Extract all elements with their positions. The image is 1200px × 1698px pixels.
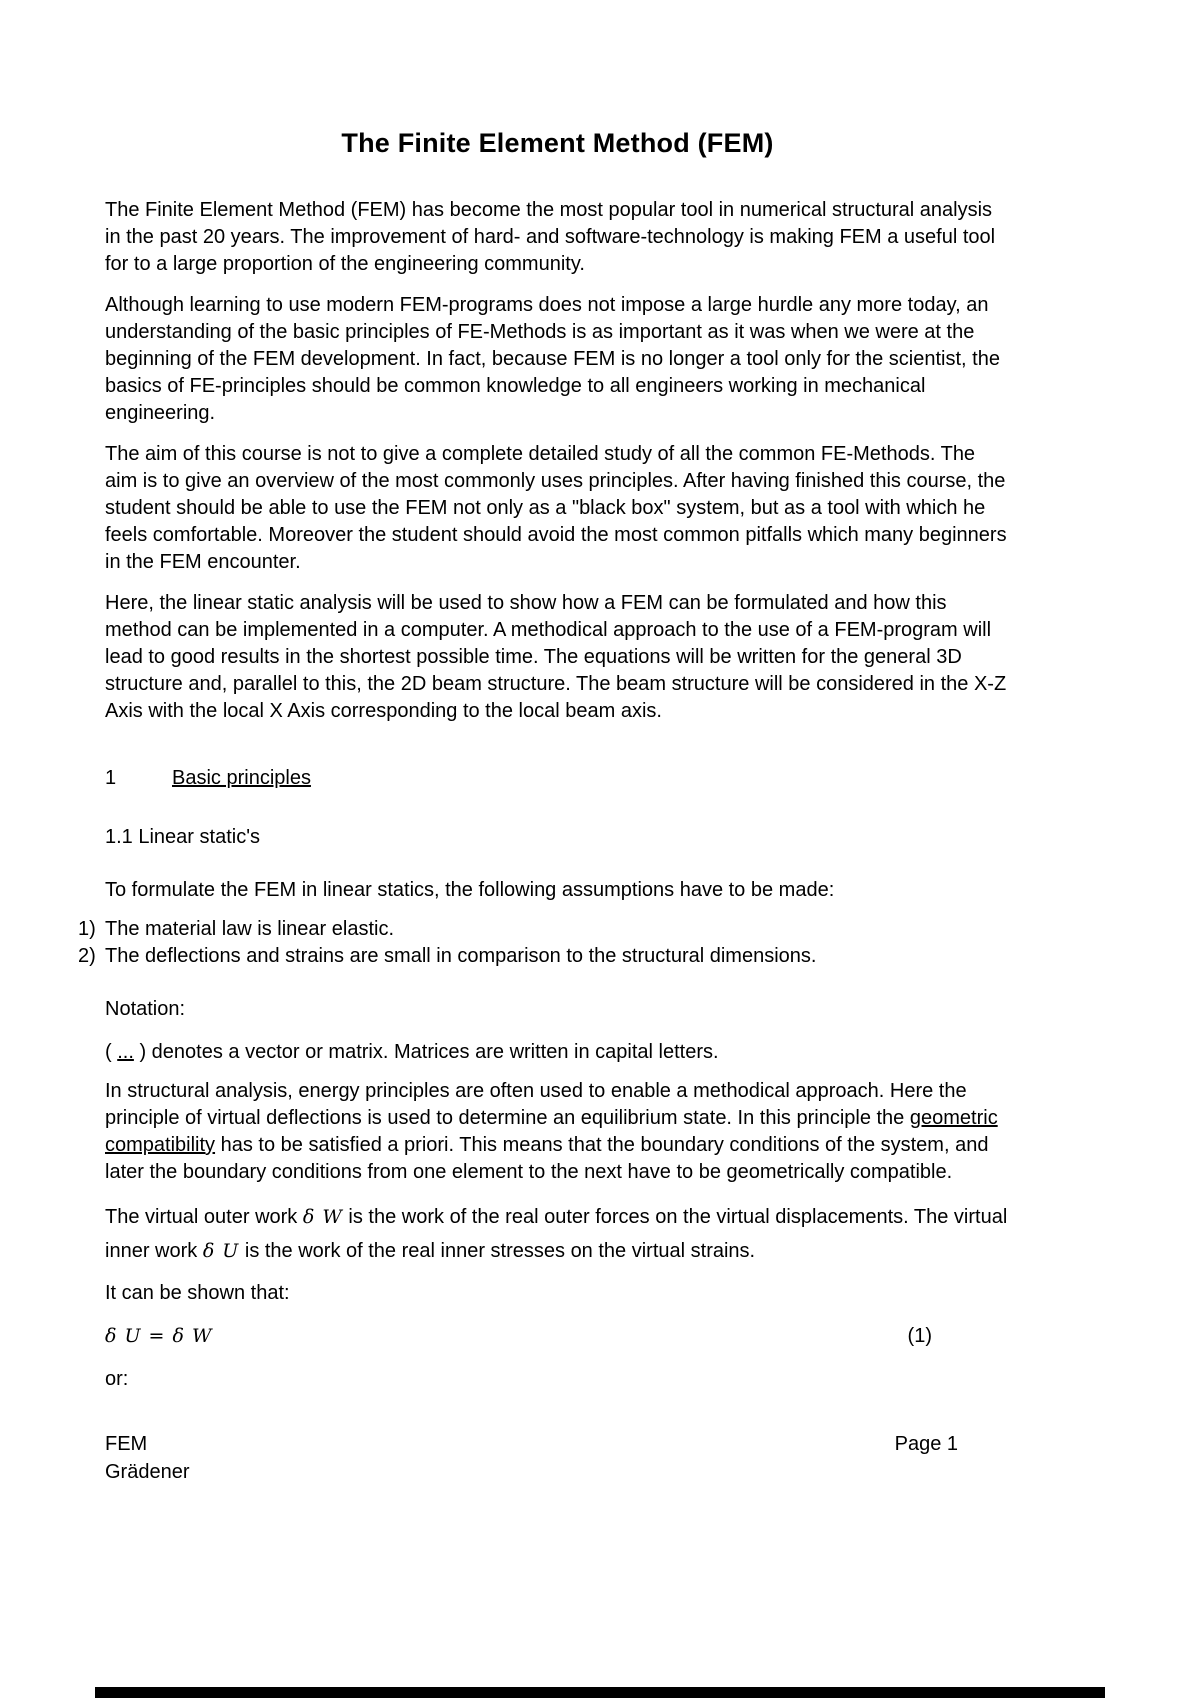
notation-rest: ) denotes a vector or matrix. Matrices are written in capital letters. bbox=[133, 1041, 719, 1063]
equation-number: (1) bbox=[907, 1325, 932, 1347]
list-item bbox=[78, 943, 1010, 970]
list-item-text: The deflections and strains are small in comparison to the structural dimensions. bbox=[105, 945, 817, 967]
math-delta-u: δ U bbox=[202, 1240, 240, 1262]
equation-formula: δ U = δ W bbox=[105, 1325, 213, 1347]
notation-line bbox=[105, 1039, 1010, 1066]
footer-page-number: Page 1 bbox=[894, 1433, 958, 1455]
paragraph-linear-static: Here, the linear static analysis will be used to show how a FEM can be formulated and how this method can be implemented in a computer. A methodical approach to the use of a FEM-program will lead to good results in the shortest possible time. The equations will be written for the general 3D structure and, parallel to this, the 2D beam structure. The beam structure will be considered in the X-Z Axis with the local X Axis corresponding to the local beam axis. bbox=[105, 592, 1007, 722]
paragraph-energy-principles bbox=[105, 1078, 1010, 1186]
principles-text-after: has to be satisfied a priori. This means that the boundary conditions of the system, and later the boundary conditions from one element to the next have to be geometrically compatible. bbox=[105, 1134, 989, 1183]
or-line: or: bbox=[105, 1368, 129, 1390]
subsection-heading-linear-statics: 1.1 Linear static's bbox=[105, 826, 261, 848]
list-item-marker: 2) bbox=[78, 945, 96, 967]
principles-text-before: In structural analysis, energy principles are often used to enable a methodical approach. Here the principle of virtual deflections is used to determine an equilibrium state. In this principle the bbox=[105, 1080, 967, 1129]
section-number: 1 bbox=[105, 767, 117, 789]
notation-label: Notation: bbox=[105, 998, 186, 1020]
assumptions-intro: To formulate the FEM in linear statics, the following assumptions have to be made: bbox=[105, 879, 835, 901]
virtual-work-text-2: is the work of the real outer forces on the virtual displacements. The virtual inner work bbox=[105, 1206, 1008, 1262]
shown-that-line: It can be shown that: bbox=[105, 1282, 290, 1304]
footer-doc-name: FEM bbox=[105, 1433, 148, 1455]
footer-left bbox=[105, 1430, 190, 1486]
assumptions-list bbox=[78, 916, 1015, 970]
bottom-border-bar bbox=[95, 1687, 1105, 1698]
virtual-work-text-3: is the work of the real inner stresses on the virtual strains. bbox=[239, 1240, 756, 1262]
equation-row bbox=[105, 1323, 1010, 1350]
paragraph-virtual-work bbox=[105, 1200, 1010, 1268]
paragraph-learning: Although learning to use modern FEM-programs does not impose a large hurdle any more today, an understanding of the basic principles of FE-Methods is as important as it was when we were at the beginning of the FEM development. In fact, because FEM is no longer a tool only for the scientist, the basics of FE-principles should be common knowledge to all engineers working in mechanical engineering. bbox=[105, 294, 1000, 424]
virtual-work-text-1: The virtual outer work bbox=[105, 1206, 303, 1228]
paragraph-course-aim: The aim of this course is not to give a complete detailed study of all the common FE-Methods. The aim is to give an overview of the most commonly uses principles. After having finished this course, the student should be able to use the FEM not only as a "black box" system, but as a tool with which he feels comfortable. Moreover the student should avoid the most common pitfalls which many beginners in the FEM encounter. bbox=[105, 443, 1007, 573]
paragraph-intro: The Finite Element Method (FEM) has become the most popular tool in numerical structural analysis in the past 20 years. The improvement of hard- and software-technology is making FEM a useful tool for to a large proportion of the engineering community. bbox=[105, 199, 996, 275]
math-delta-w: δ W bbox=[302, 1206, 343, 1228]
geometric-compatibility-underlined: geometric compatibility bbox=[105, 1107, 998, 1156]
list-item-marker: 1) bbox=[78, 918, 96, 940]
page-title: The Finite Element Method (FEM) bbox=[341, 128, 774, 158]
list-item-text: The material law is linear elastic. bbox=[105, 918, 394, 940]
footer-author: Grädener bbox=[105, 1461, 190, 1483]
notation-dots-underlined: ... bbox=[117, 1041, 134, 1063]
page-footer bbox=[105, 1430, 1010, 1486]
section-heading-basic-principles bbox=[105, 765, 1015, 792]
list-item bbox=[78, 916, 1010, 943]
section-title: Basic principles bbox=[172, 767, 311, 789]
notation-open: ( bbox=[105, 1041, 118, 1063]
